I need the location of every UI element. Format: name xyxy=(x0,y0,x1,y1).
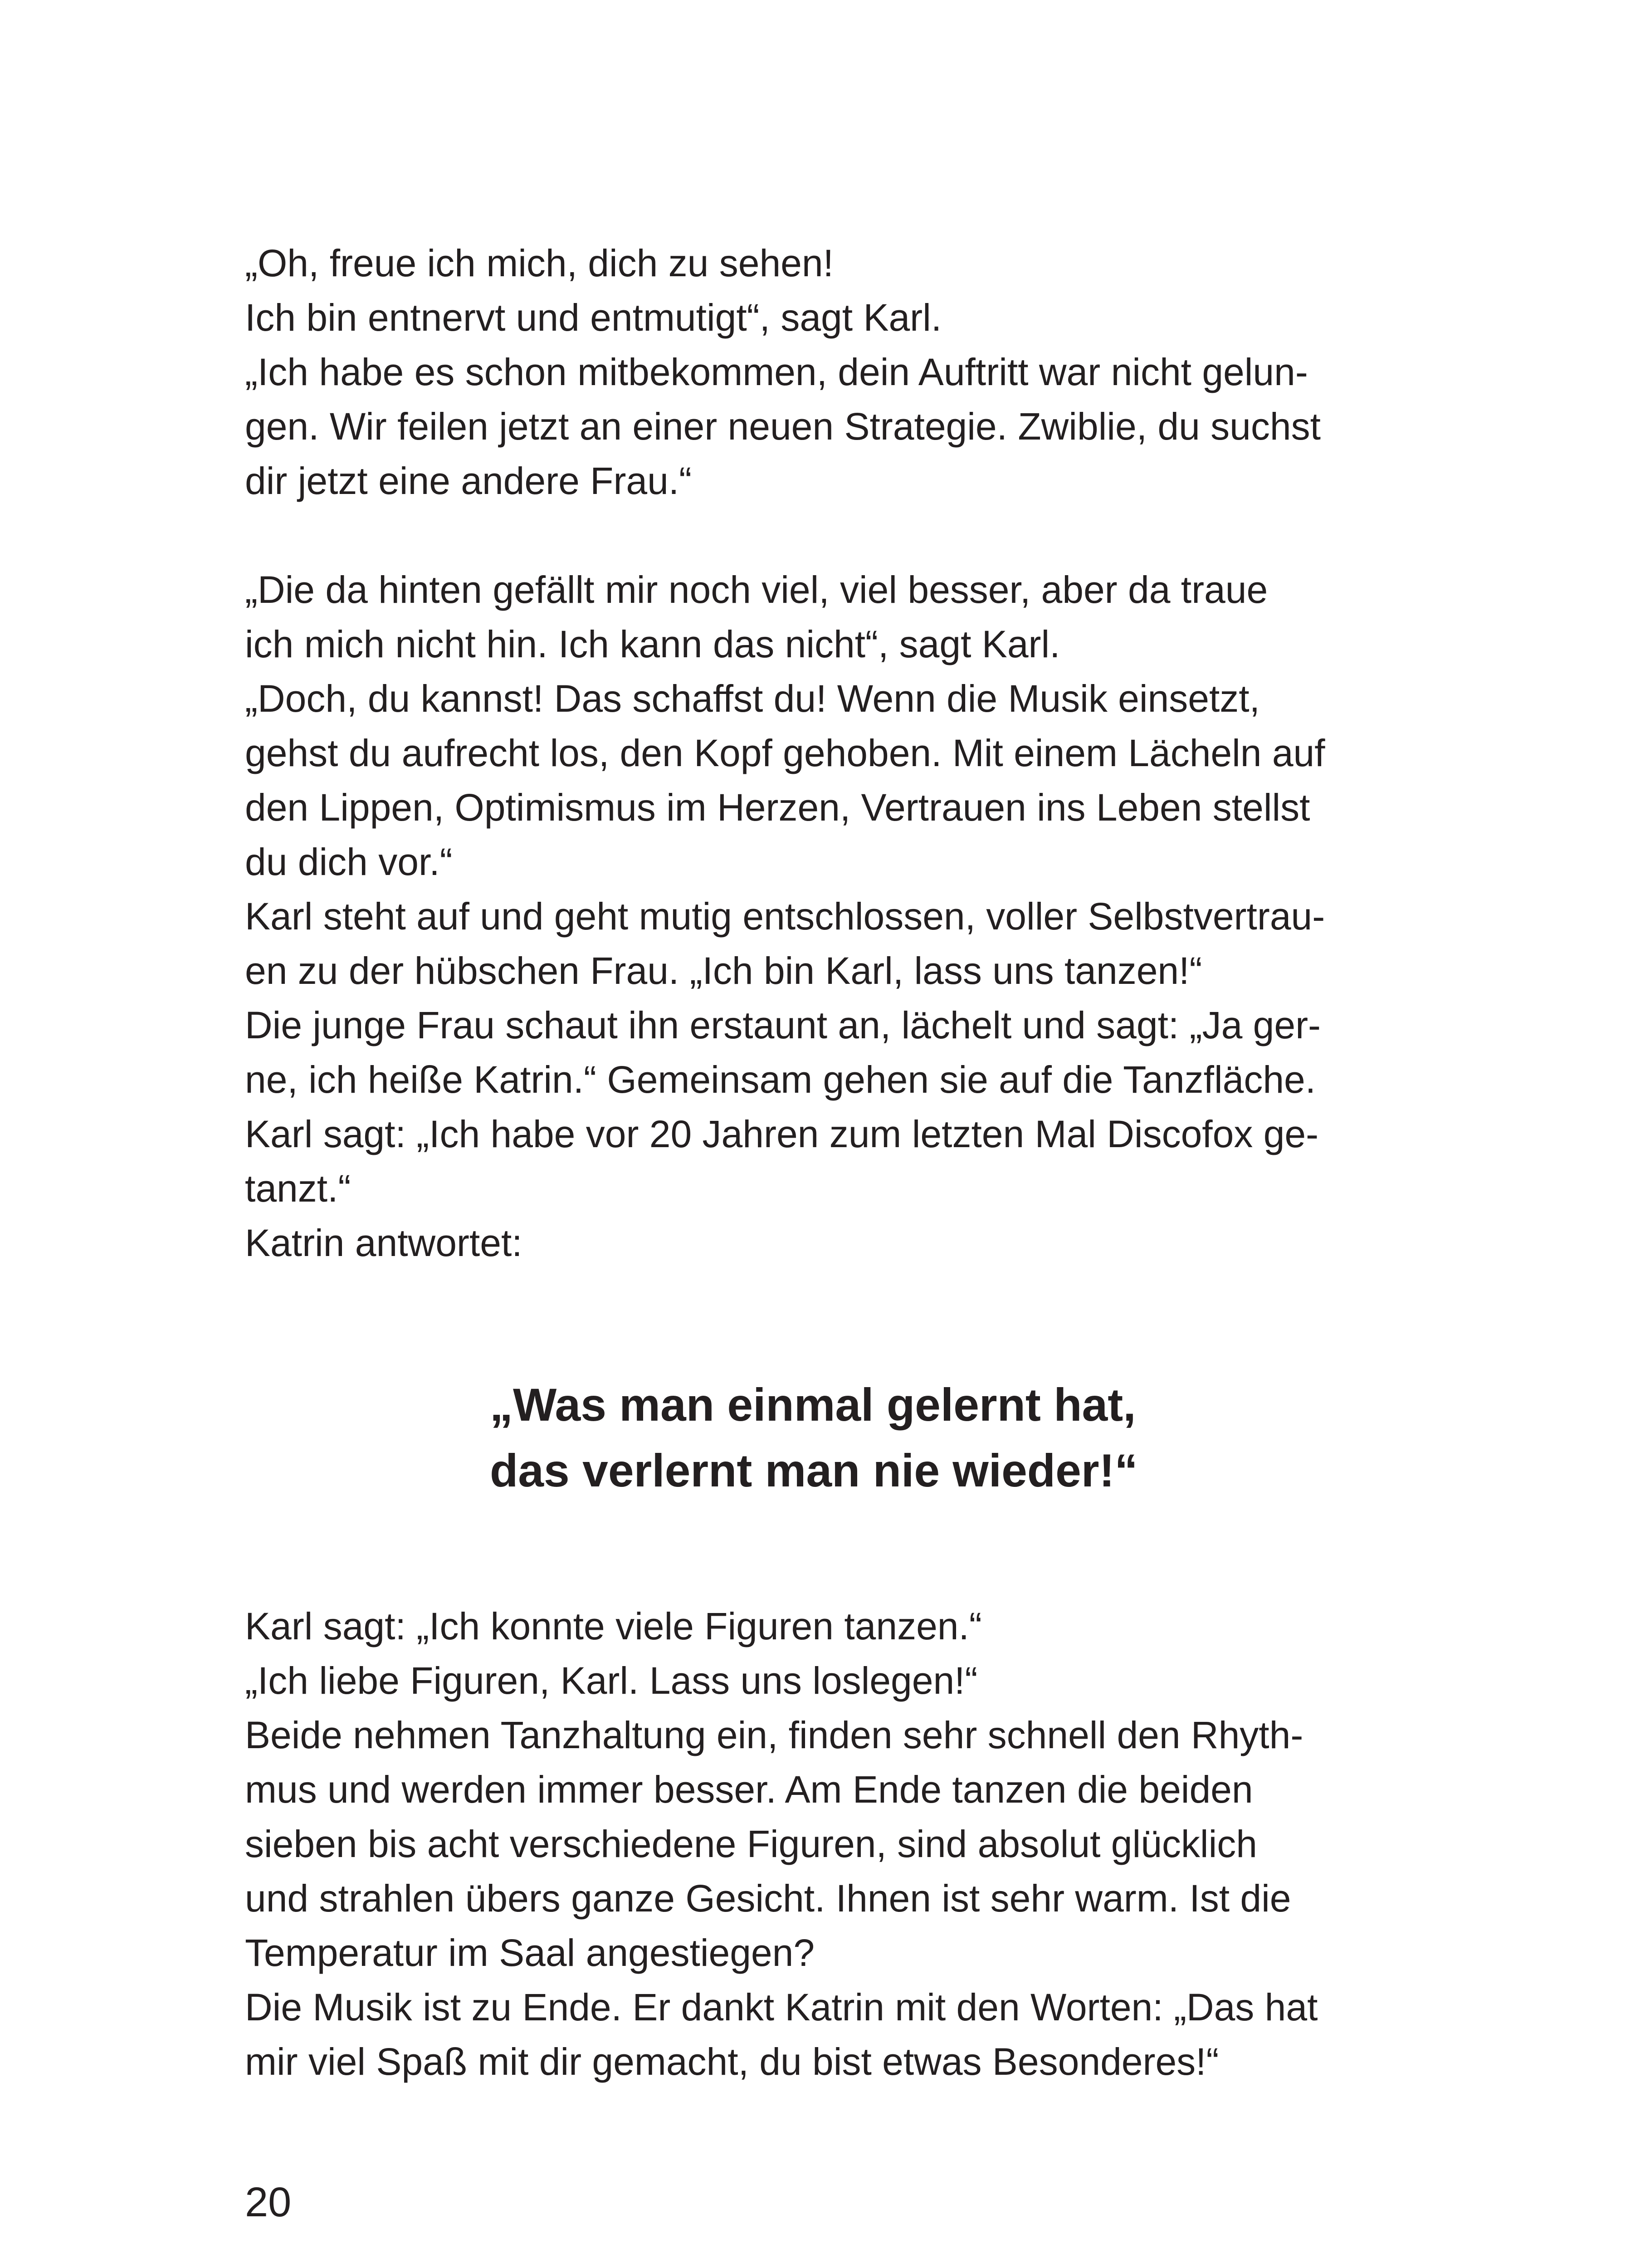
text-line: den Lippen, Optimismus im Herzen, Vertrauen ins Leben stellst xyxy=(245,786,1310,829)
text-line: „Oh, freue ich mich, dich zu sehen! xyxy=(245,242,834,284)
text-line: gehst du aufrecht los, den Kopf gehoben. Mit einem Lächeln auf xyxy=(245,732,1325,774)
text-line: und strahlen übers ganze Gesicht. Ihnen ist sehr warm. Ist die xyxy=(245,1877,1291,1920)
text-line: „Ich liebe Figuren, Karl. Lass uns loslegen!“ xyxy=(245,1659,978,1702)
text-line: en zu der hübschen Frau. „Ich bin Karl, lass uns tanzen!“ xyxy=(245,949,1202,992)
page-number: 20 xyxy=(245,2179,292,2225)
text-line: Temperatur im Saal angestiegen? xyxy=(245,1931,815,1974)
text-line: Die junge Frau schaut ihn erstaunt an, lächelt und sagt: „Ja ger- xyxy=(245,1004,1321,1046)
text-line: Karl sagt: „Ich habe vor 20 Jahren zum letzten Mal Discofox ge- xyxy=(245,1113,1319,1155)
text-line: mus und werden immer besser. Am Ende tanzen die beiden xyxy=(245,1768,1253,1811)
text-line: sieben bis acht verschiedene Figuren, sind absolut glücklich xyxy=(245,1823,1257,1865)
paragraph-opening-dialogue xyxy=(245,236,1424,508)
paragraph-dance-invitation xyxy=(245,562,1424,1270)
text-line: Katrin antwortet: xyxy=(245,1222,522,1264)
text-line: ich mich nicht hin. Ich kann das nicht“, sagt Karl. xyxy=(245,623,1060,665)
text-line: „Ich habe es schon mitbekommen, dein Auftritt war nicht gelun- xyxy=(245,351,1308,393)
text-line: Karl sagt: „Ich konnte viele Figuren tanzen.“ xyxy=(245,1605,982,1647)
text-line: Beide nehmen Tanzhaltung ein, finden sehr schnell den Rhyth- xyxy=(245,1714,1303,1756)
quote-line: „Was man einmal gelernt hat, xyxy=(490,1379,1136,1431)
highlighted-quote xyxy=(490,1372,1488,1504)
text-line: Karl steht auf und geht mutig entschlossen, voller Selbstvertrau- xyxy=(245,895,1325,938)
text-line: Die Musik ist zu Ende. Er dankt Katrin mit den Worten: „Das hat xyxy=(245,1986,1318,2028)
text-line: tanzt.“ xyxy=(245,1167,351,1210)
text-line: „Die da hinten gefällt mir noch viel, viel besser, aber da traue xyxy=(245,568,1268,611)
text-line: mir viel Spaß mit dir gemacht, du bist etwas Besonderes!“ xyxy=(245,2040,1219,2083)
text-line: Ich bin entnervt und entmutigt“, sagt Karl. xyxy=(245,296,942,339)
text-line: „Doch, du kannst! Das schaffst du! Wenn die Musik einsetzt, xyxy=(245,677,1260,720)
quote-line: das verlernt man nie wieder!“ xyxy=(490,1445,1138,1496)
text-line: gen. Wir feilen jetzt an einer neuen Strategie. Zwiblie, du suchst xyxy=(245,405,1321,448)
paragraph-dance-figures xyxy=(245,1599,1424,2089)
text-line: du dich vor.“ xyxy=(245,841,453,883)
text-line: ne, ich heiße Katrin.“ Gemeinsam gehen sie auf die Tanzfläche. xyxy=(245,1058,1316,1101)
text-line: dir jetzt eine andere Frau.“ xyxy=(245,459,692,502)
